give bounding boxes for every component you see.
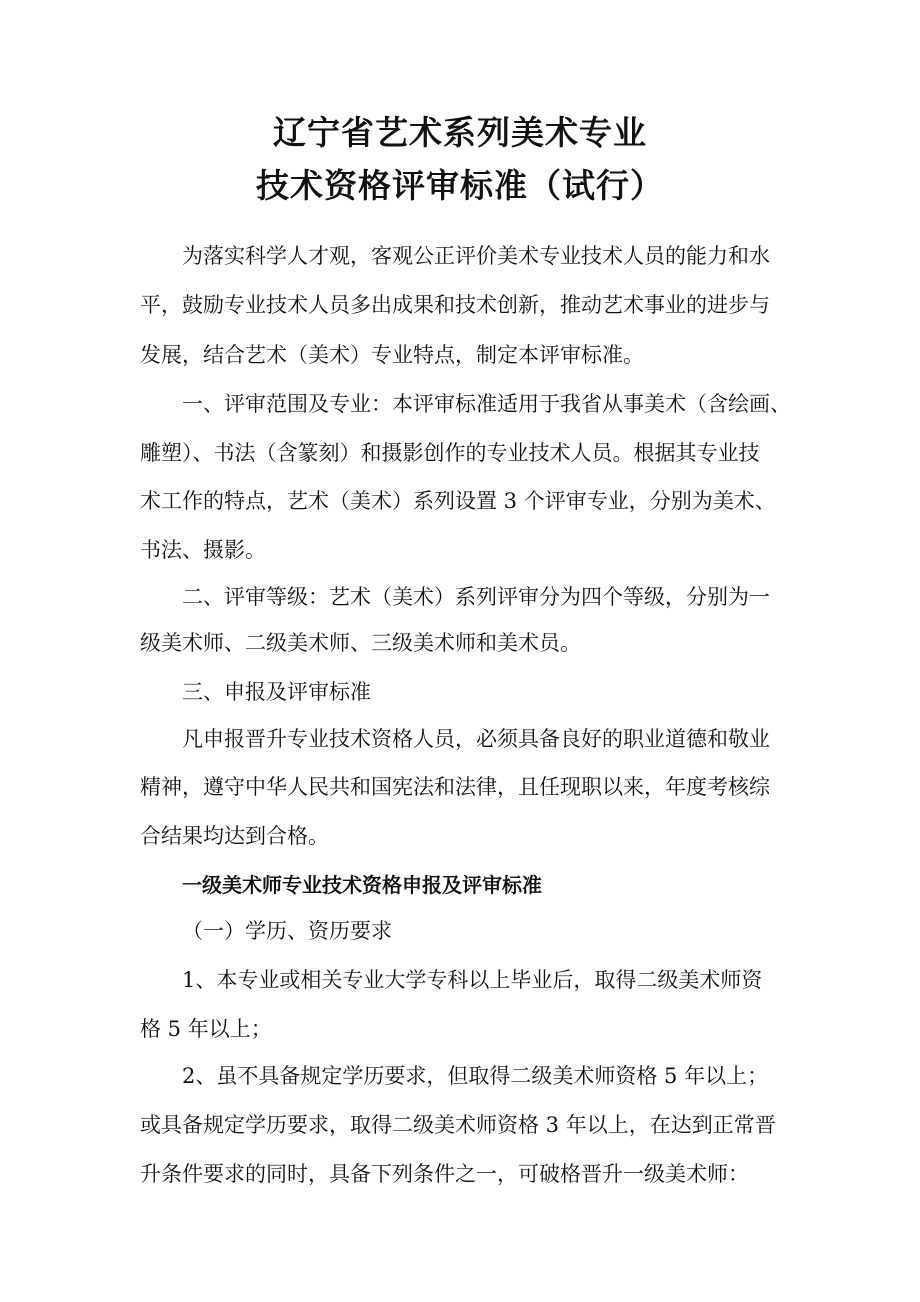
paragraph-line: 级美术师、二级美术师、三级美术师和美术员。 xyxy=(140,631,581,655)
paragraph-line: 一、评审范围及专业：本评审标准适用于我省从事美术（含绘画、 xyxy=(182,392,791,416)
paragraph-line: 1、本专业或相关专业大学专科以上毕业后，取得二级美术师资 xyxy=(182,968,763,992)
paragraph-line: 发展，结合艺术（美术）专业特点，制定本评审标准。 xyxy=(140,343,644,367)
document-title-line-1: 辽宁省艺术系列美术专业 xyxy=(273,113,647,152)
paragraph-line: 合结果均达到合格。 xyxy=(140,824,329,848)
document-title-line-2: 技术资格评审标准（试行） xyxy=(256,166,664,205)
paragraph-line: 2、虽不具备规定学历要求，但取得二级美术师资格 5 年以上； xyxy=(182,1064,769,1088)
paragraph-line: 精神，遵守中华人民共和国宪法和法律，且任现职以来，年度考核综 xyxy=(140,775,770,799)
paragraph-line: 术工作的特点，艺术（美术）系列设置 3 个评审专业，分别为美术、 xyxy=(140,489,776,513)
paragraph-line: 凡申报晋升专业技术资格人员，必须具备良好的职业道德和敬业 xyxy=(182,727,770,751)
paragraph-line: 升条件要求的同时，具备下列条件之一，可破格晋升一级美术师： xyxy=(140,1162,749,1186)
paragraph-line: 或具备规定学历要求，取得二级美术师资格 3 年以上，在达到正常晋 xyxy=(140,1113,776,1137)
paragraph-line: 为落实科学人才观，客观公正评价美术专业技术人员的能力和水 xyxy=(182,244,770,268)
paragraph-line: 格 5 年以上； xyxy=(140,1017,272,1041)
paragraph-line: 二、评审等级：艺术（美术）系列评审分为四个等级，分别为一 xyxy=(182,585,770,609)
subsection-heading: 一级美术师专业技术资格申报及评审标准 xyxy=(182,873,542,897)
paragraph-line: 平，鼓励专业技术人员多出成果和技术创新，推动艺术事业的进步与 xyxy=(140,293,770,317)
section-heading: 三、申报及评审标准 xyxy=(182,680,371,704)
paragraph-line: 书法、摄影。 xyxy=(140,538,266,562)
item-heading: （一）学历、资历要求 xyxy=(182,919,392,943)
paragraph-line: 雕塑）、书法（含篆刻）和摄影创作的专业技术人员。根据其专业技 xyxy=(140,441,760,465)
